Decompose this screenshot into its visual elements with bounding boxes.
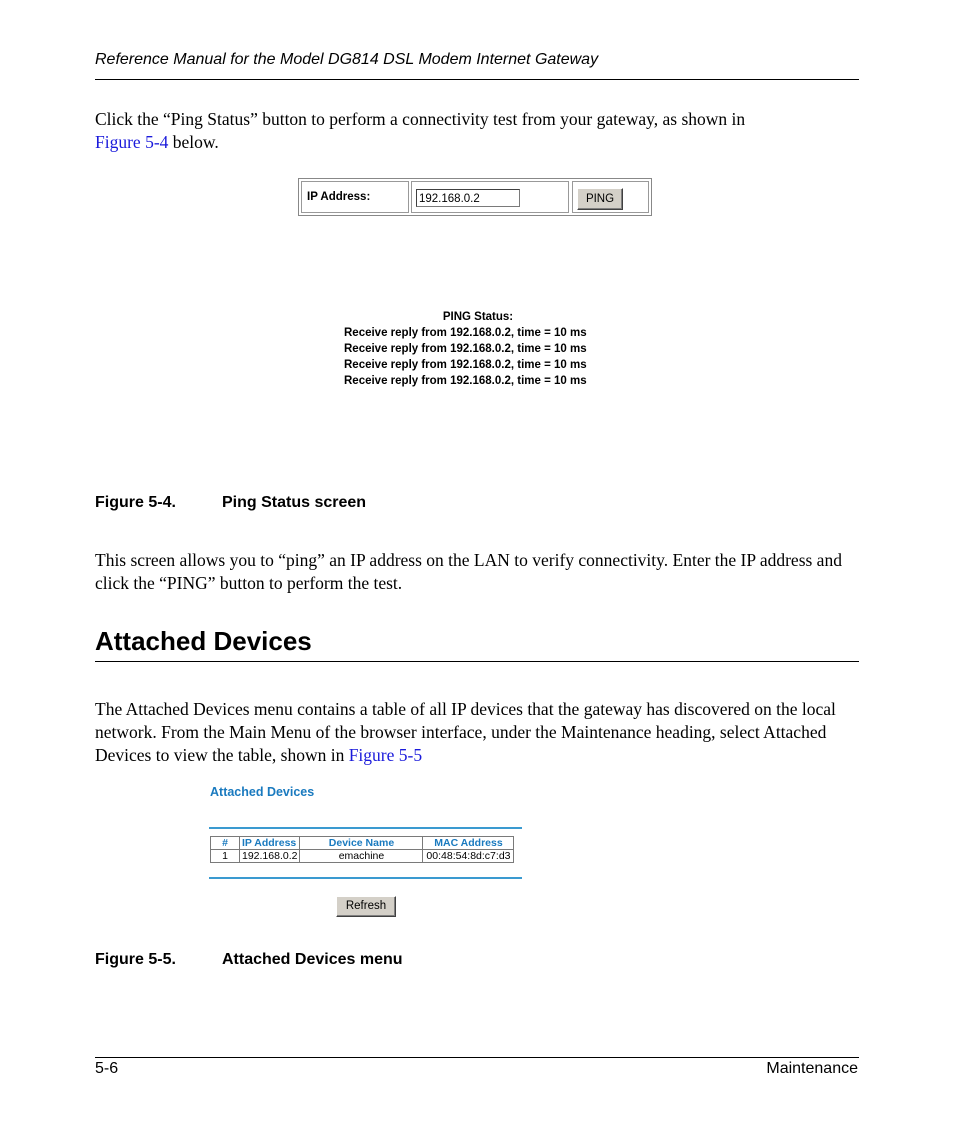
refresh-button[interactable]: Refresh <box>336 896 396 917</box>
page-header: Reference Manual for the Model DG814 DSL Modem Internet Gateway <box>95 51 599 68</box>
figure-5-4-link[interactable]: Figure 5-4 <box>95 132 169 152</box>
footer-rule <box>95 1057 859 1058</box>
ping-reply-line: Receive reply from 192.168.0.2, time = 10 ms <box>344 327 587 339</box>
intro-text: Click the “Ping Status” button to perform a connectivity test from your gateway, as shown in <box>95 109 746 129</box>
intro-paragraph <box>95 108 859 154</box>
header-rule <box>95 79 859 80</box>
row-device-name: emachine <box>300 850 423 863</box>
table-top-rule <box>209 827 522 829</box>
intro-text-end: below. <box>168 132 219 152</box>
page-number: 5-6 <box>95 1060 119 1077</box>
column-header-device-name: Device Name <box>300 837 423 850</box>
row-ip-address: 192.168.0.2 <box>240 850 300 863</box>
table-header-row <box>211 837 514 850</box>
attached-devices-paragraph <box>95 698 859 767</box>
column-header-ip: IP Address <box>240 837 300 850</box>
figure-title: Attached Devices menu <box>222 951 403 968</box>
figure-number: Figure 5-4. <box>95 494 176 511</box>
table-row <box>211 850 514 863</box>
ip-address-label: IP Address: <box>301 181 409 213</box>
footer-section: Maintenance <box>766 1060 858 1077</box>
attached-devices-title: Attached Devices <box>210 785 315 799</box>
ping-reply-line: Receive reply from 192.168.0.2, time = 10 ms <box>344 343 587 355</box>
ip-address-input[interactable]: 192.168.0.2 <box>416 189 520 207</box>
row-number: 1 <box>211 850 240 863</box>
column-header-number: # <box>211 837 240 850</box>
figure-5-5-caption <box>95 951 403 969</box>
ping-status-output <box>344 309 614 389</box>
section-heading: Attached Devices <box>95 626 312 656</box>
column-header-mac: MAC Address <box>423 837 514 850</box>
attached-devices-table <box>210 836 514 863</box>
ping-reply-line: Receive reply from 192.168.0.2, time = 10 ms <box>344 359 587 371</box>
ping-reply-line: Receive reply from 192.168.0.2, time = 10 ms <box>344 375 587 387</box>
table-bottom-rule <box>209 877 522 879</box>
ping-description-paragraph: This screen allows you to “ping” an IP address on the LAN to verify connectivity. Enter the IP address and click the “PING” button to perform the test. <box>95 550 842 593</box>
figure-5-4-caption <box>95 494 366 512</box>
ping-button[interactable]: PING <box>577 188 623 210</box>
row-mac-address: 00:48:54:8d:c7:d3 <box>423 850 514 863</box>
figure-5-5-link[interactable]: Figure 5-5 <box>348 745 423 765</box>
ping-form <box>298 178 652 216</box>
figure-number: Figure 5-5. <box>95 951 176 968</box>
figure-title: Ping Status screen <box>222 494 367 511</box>
ping-status-title: PING Status: <box>442 311 514 323</box>
ping-button-cell <box>572 181 649 213</box>
ip-address-cell <box>411 181 569 213</box>
attached-devices-text: The Attached Devices menu contains a table of all IP devices that the gateway has discovered on the local network. From the Main Menu of the browser interface, under the Maintenance heading, select Attached Devices to view the table, shown in <box>95 699 836 765</box>
section-rule <box>95 661 859 662</box>
